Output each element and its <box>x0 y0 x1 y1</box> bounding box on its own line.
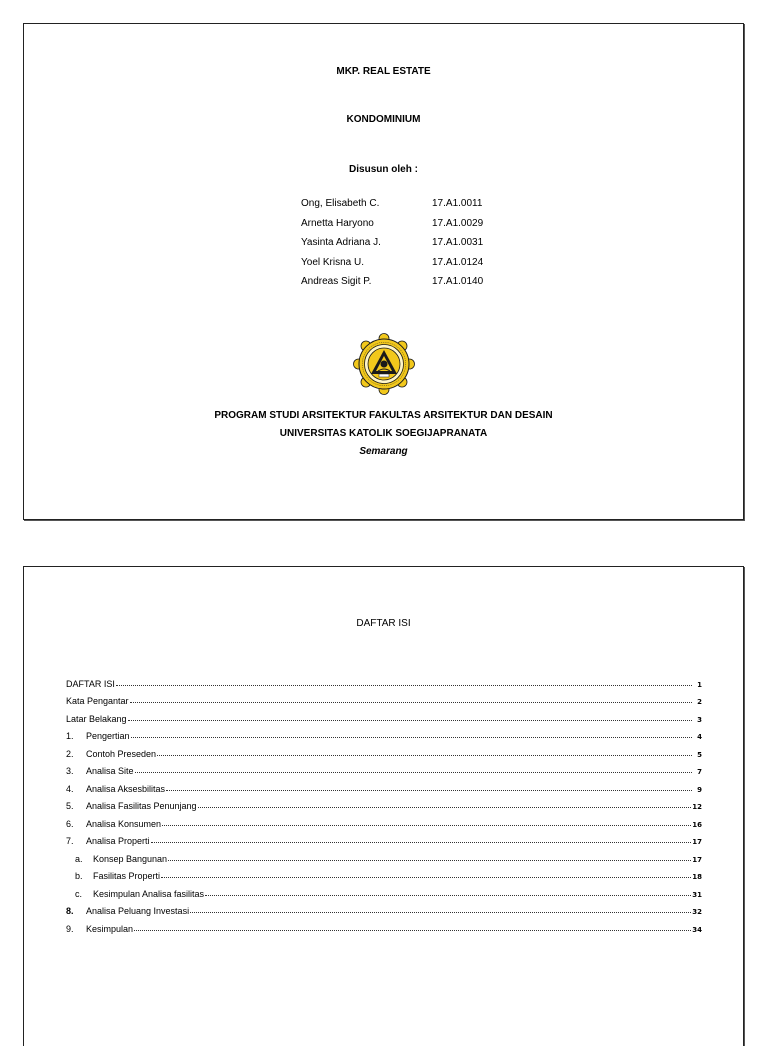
course-title: MKP. REAL ESTATE <box>336 66 431 77</box>
cover-page <box>23 23 744 520</box>
toc-list <box>66 671 702 934</box>
toc-entry-page: 3 <box>697 715 702 724</box>
toc-entry-page: 34 <box>692 925 702 934</box>
toc-title: DAFTAR ISI <box>356 618 411 629</box>
toc-entry-number: a. <box>75 853 83 864</box>
toc-entry[interactable] <box>66 741 702 759</box>
toc-entry-label: Analisa Site <box>86 766 134 776</box>
dot-leader <box>128 720 692 721</box>
member-id: 17.A1.0029 <box>432 217 484 229</box>
toc-entry-label: Analisa Fasilitas Penunjang <box>86 801 197 811</box>
university-seal-icon <box>353 333 415 395</box>
toc-entry-label: Latar Belakang <box>66 713 127 724</box>
toc-entry[interactable] <box>66 759 702 777</box>
toc-entry-page: 5 <box>697 750 702 759</box>
toc-entry-page: 12 <box>692 803 702 811</box>
toc-entry-number: 2. <box>66 748 74 759</box>
toc-subentry[interactable] <box>66 864 702 882</box>
member-name: Arnetta Haryono <box>301 217 374 229</box>
toc-entry-page: 1 <box>697 680 702 689</box>
member-row <box>301 253 483 273</box>
program-name: PROGRAM STUDI ARSITEKTUR FAKULTAS ARSITEKTUR DAN DESAIN <box>214 410 553 421</box>
toc-entry-label: Analisa Aksesbilitas <box>86 783 166 794</box>
member-row <box>301 194 483 214</box>
toc-page <box>23 566 744 1046</box>
dot-leader <box>198 807 692 808</box>
member-row <box>301 233 483 253</box>
member-row <box>301 272 483 292</box>
dot-leader <box>168 860 691 861</box>
toc-entry-number: b. <box>75 871 83 881</box>
toc-entry-label: DAFTAR ISI <box>66 678 115 689</box>
member-id: 17.A1.0031 <box>432 237 484 249</box>
toc-entry[interactable] <box>66 724 702 742</box>
toc-entry-number: 4. <box>66 783 74 794</box>
university-name: UNIVERSITAS KATOLIK SOEGIJAPRANATA <box>279 428 488 439</box>
toc-entry-page: 7 <box>697 768 702 776</box>
city-name: Semarang <box>359 446 408 457</box>
toc-entry-label: Kesimpulan Analisa fasilitas <box>93 888 205 899</box>
member-row <box>301 214 483 234</box>
dot-leader <box>162 825 691 826</box>
toc-entry[interactable] <box>66 671 702 689</box>
toc-entry-label: Contoh Preseden <box>86 748 157 759</box>
toc-entry-page: 17 <box>692 855 702 864</box>
compiled-by-label: Disusun oleh : <box>349 164 418 175</box>
toc-entry-label: Analisa Properti <box>86 836 150 846</box>
toc-subentry[interactable] <box>66 846 702 864</box>
toc-entry[interactable] <box>66 829 702 847</box>
member-id: 17.A1.0011 <box>432 198 483 210</box>
dot-leader <box>151 842 692 843</box>
member-name: Yoel Krisna U. <box>301 256 364 268</box>
dot-leader <box>205 895 691 896</box>
toc-subentry[interactable] <box>66 881 702 899</box>
toc-entry[interactable] <box>66 706 702 724</box>
dot-leader <box>130 702 692 703</box>
dot-leader <box>131 737 692 738</box>
toc-entry-label: Fasilitas Properti <box>93 871 161 881</box>
member-id: 17.A1.0124 <box>432 256 484 268</box>
toc-entry-label: Kata Pengantar <box>66 696 129 706</box>
toc-entry-label: Konsep Bangunan <box>93 853 168 864</box>
toc-entry[interactable] <box>66 811 702 829</box>
dot-leader <box>116 685 692 686</box>
toc-entry-label: Analisa Konsumen <box>86 818 162 829</box>
member-name: Ong, Elisabeth C. <box>301 198 380 210</box>
toc-entry-label: Analisa Peluang Investasi <box>86 906 190 916</box>
toc-entry-number: 5. <box>66 801 74 811</box>
toc-entry-page: 9 <box>697 785 702 794</box>
toc-entry-label: Kesimpulan <box>86 923 134 934</box>
dot-leader <box>161 877 691 878</box>
toc-entry-page: 16 <box>692 820 702 829</box>
toc-entry-page: 4 <box>697 733 702 741</box>
member-name: Yasinta Adriana J. <box>301 237 381 249</box>
toc-entry-number: 3. <box>66 766 74 776</box>
dot-leader <box>157 755 692 756</box>
toc-entry-number: 9. <box>66 923 74 934</box>
toc-entry-number: 7. <box>66 836 74 846</box>
toc-entry[interactable] <box>66 689 702 707</box>
toc-entry-page: 31 <box>692 890 702 899</box>
toc-entry-label: Pengertian <box>86 731 130 741</box>
dot-leader <box>190 912 691 913</box>
topic-title: KONDOMINIUM <box>346 114 421 125</box>
dot-leader <box>134 930 691 931</box>
dot-leader <box>135 772 692 773</box>
toc-entry-number: c. <box>75 888 83 899</box>
toc-entry-number: 8. <box>66 906 74 916</box>
toc-entry-page: 18 <box>692 873 702 881</box>
toc-entry-page: 17 <box>692 838 702 846</box>
member-name: Andreas Sigit P. <box>301 276 372 288</box>
member-list <box>301 194 483 292</box>
toc-entry[interactable] <box>66 899 702 917</box>
toc-entry-page: 2 <box>697 698 702 706</box>
member-id: 17.A1.0140 <box>432 276 484 288</box>
toc-entry[interactable] <box>66 776 702 794</box>
toc-entry-page: 32 <box>692 908 702 916</box>
dot-leader <box>166 790 692 791</box>
toc-entry[interactable] <box>66 916 702 934</box>
toc-entry[interactable] <box>66 794 702 812</box>
toc-entry-number: 1. <box>66 731 74 741</box>
toc-entry-number: 6. <box>66 818 74 829</box>
